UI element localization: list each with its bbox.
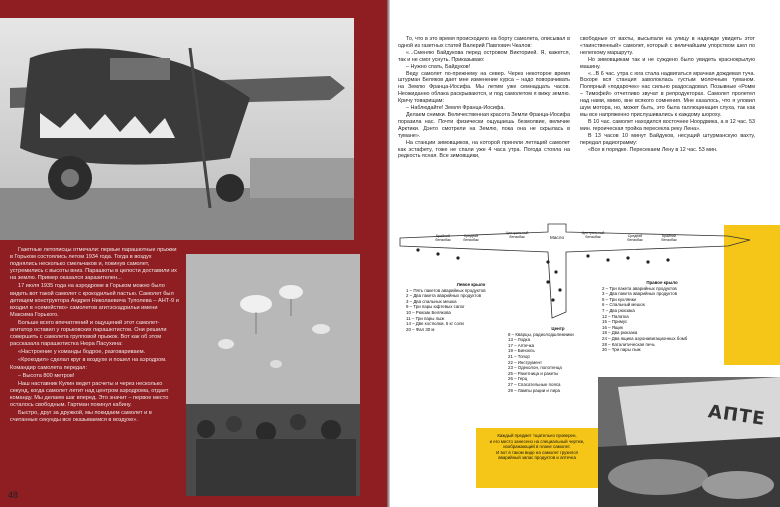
wing-label: Центральный бензобак <box>581 231 605 239</box>
legend-item: 3 – Два пакета аварийных продуктов <box>602 291 678 297</box>
paragraph: Веду самолет по-прежнему на север. Через некоторое время штурман Беляков дает мне изменение курса – надо поворачивать на Землю Франца-Иосифа. Мы летим уже семнадцать часов. Неожиданно облака раскрываются, и под самолетом я вижу землю. Кричу товарищам: <box>398 70 570 105</box>
aircraft-photo <box>0 18 354 240</box>
legend-item: 11 – Три пары лыж <box>406 315 445 321</box>
left-article-text <box>10 247 180 491</box>
photo-caption <box>480 433 594 461</box>
paragraph: – Нужно спать, Байдуков! <box>406 63 471 70</box>
legend-item: 20 – Фал 30 м <box>406 326 435 332</box>
wing-label: Крайний бензобак <box>435 234 451 242</box>
legend-title: Центр <box>551 326 565 331</box>
wing-label: Центральный бензобак <box>505 231 529 239</box>
legend-item: 15 – Примус <box>602 319 628 325</box>
legend-item: 23 – Одеколон, полотенца <box>508 365 562 371</box>
legend-title: Правое крыло <box>646 280 678 285</box>
wing-label: Средний бензобак <box>463 234 479 242</box>
wing-label: Масло <box>549 235 565 240</box>
legend-item: 3 – Два спальных мешка <box>406 298 457 304</box>
paragraph: «...Сменяю Байдукова перед островом Викторией. Я, кажется, так и не смог уснуть. Приказываю: <box>398 49 570 63</box>
paragraph: Быстро, друг за дружкой, мы покидаем самолет и в считанные секунды все оказываемся в воздухе». <box>10 410 152 424</box>
legend-item: 30 – Три пары лыж <box>602 347 641 353</box>
parachute-crowd-photo <box>186 254 360 496</box>
caption-line: аварийный запас продуктов и аптечка <box>498 455 576 461</box>
paragraph: «Крокодил» сделал круг в воздухе и пошел на аэродром. Командир самолета передал: <box>10 357 167 371</box>
legend-item: 10 – Рюкзак Белякова <box>406 309 451 315</box>
caption-line: изображающий в плане самолет. <box>503 444 571 450</box>
caption-line: и его место занесено на специальный чертеж, <box>489 438 585 444</box>
legend-item: 21 – Топор <box>508 353 530 359</box>
paragraph: Но зимовщикам так и не суждено было увидеть краснокрылую машину. <box>580 56 755 70</box>
legend-item: 26 – Герц <box>508 376 528 382</box>
right-article-col2 <box>580 36 755 224</box>
legend-item: 16 – Ящик <box>602 324 623 330</box>
legend-item: 1 – Пять пакетов аварийных продуктов <box>406 287 486 293</box>
paragraph: Газетные летописцы отмечали: первые парашютные прыжки в Горьком состоялись летом 1934 года. Тогда в воздух поднялись несколько смельчаков и, покинув самолет, устремились с высоты вниз. Парашюты в целости доставили их на землю. Пример оказался заразителен... <box>10 247 177 282</box>
paragraph: «...В 6 час. утра с юга стала надвигаться мрачная дождевая туча. Вскоре вся станция заволоклась густым молочным туманом. Полярный «подарочек» нас сильно раздосадовал. Позывные «Ромм – Тимофей» отчетливо звучат в репродукторах. Самолет пролетел над нами, мимо, вне всякого сомнения. Мне казалось, что я уловил шум мотора, но, может быть, это была галлюцинация слуха, так как мы все напряженно прислушивались к каждому шороху. <box>580 70 755 118</box>
paragraph: Делаем снимки. Величественная красота Земли Франца-Иосифа поразила нас. Почти физически ощущаешь безмолвие, величие Арктики. Дэнто смотрели на Землю, пока она не скрылась в тумане». <box>398 111 570 139</box>
legend-title: Левое крыло <box>456 282 486 287</box>
legend-item: 22 – Инструмент <box>508 359 542 365</box>
wing-label: Средний бензобак <box>627 234 643 242</box>
paragraph: – Высота 800 метров! <box>18 372 75 379</box>
legend-item: 28 – Каталитическая печь <box>602 341 655 347</box>
page-number: 48 <box>8 490 19 500</box>
legend-item: 25 – Ракетница и ракеты <box>508 370 559 376</box>
supplies-photo <box>598 377 780 507</box>
legend-item: 2 – Два пакета аварийных продуктов <box>406 293 482 299</box>
right-article-col1 <box>398 36 570 224</box>
legend-center <box>508 326 608 393</box>
page-spine <box>386 0 390 507</box>
paragraph: На станции зимовщиков, на которой приняли летящий самолет как эстафету, тоже не спали уже 4 часа утра. Погода стояла на редкость ясная. Все зимовщики, <box>398 139 570 160</box>
legend-item: 6 – Спальный мешок <box>602 302 645 308</box>
paragraph: Наш наставник Кулин ведет расчеты и через несколько секунд, когда самолет летит над центром аэродрома, отдает команду. Мы делаем шаг вперед. Это значит – первое место осталось свободным. Гартман покинул кабину. <box>10 380 169 408</box>
crate-label: АПТЕ <box>706 401 767 430</box>
legend-right-wing <box>602 280 722 353</box>
legend-item: 2 – Три пакета аварийных продуктов <box>602 285 677 291</box>
caption-line: И вот в таком виде на самолет грузился <box>496 449 578 455</box>
legend-item: 29 – Лампы рации и лира <box>508 387 560 393</box>
wing-label: Крайний бензобак <box>661 234 677 242</box>
legend-item: 12 – Палатка <box>602 313 629 319</box>
paragraph: «Настроение у команды бодрое, разговариваем. <box>18 349 146 356</box>
legend-item: 13 – Лодка <box>508 337 531 343</box>
legend-item: 19 – Бинокль <box>508 348 535 354</box>
paragraph: В 10 час. самолет находился восточнее Ноордвика, а в 12 час. 53 мин. героическая тройка пересекла реку Лена». <box>580 118 755 132</box>
legend-item: 8 – Кварцы, радиолодшлемники <box>508 331 574 337</box>
paragraph: Больше всего впечатлений и ощущений этот самолет-агитатор оставил у горьковских парашютистов. Они решили совершить с самолета групповой прыжок. Вот как об этом рассказала парашютистка Нюра Пасухина: <box>10 319 167 348</box>
legend-item: 24 – Два ящика аэронавигационных бомб <box>602 335 688 341</box>
legend-item: 17 – Аптечка <box>508 342 535 348</box>
paragraph: В 13 часов 10 минут Байдуков, несущий штурманскую вахту, передал радиограмму: <box>580 132 755 146</box>
legend-item: 27 – Спасательные пояса <box>508 381 561 387</box>
caption-line: Каждый предмет тщательно проверен, <box>497 433 577 438</box>
legend-item: 9 – Три пары юфтевых сапог <box>406 304 465 310</box>
legend-item: 7 – Два рюкзака <box>602 307 635 313</box>
paragraph: – Наблюдайте! Земля Франца-Иосифа. <box>406 105 505 112</box>
paragraph: свободные от вахты, высыпали на улицу в надежде увидеть этот «таинственный» самолет, который с величайшим упорством шел по нелегкому маршруту. <box>580 36 755 56</box>
paragraph: То, что в это время происходило на борту самолета, описывал в одной из газетных статей Валерий Павлович Чкалов: <box>398 36 570 49</box>
legend-item: 14 – Две костюлки, 5 кг соли <box>406 321 464 327</box>
legend-item: 5 – Три кухлянки <box>602 296 636 302</box>
legend-item: 18 – Два рюкзака <box>602 330 638 336</box>
legend-left-wing <box>406 282 536 332</box>
paragraph: 17 июля 1935 года на аэродроме в Горьком можно было видеть вот такой самолет с крокодильей пастью. Самолет был детищем конструктора Андрея Николаевича Туполева – АНТ-9 и входил в «семейство» самолетов агитэскадрильи имени Максима Горького. <box>10 283 179 318</box>
paragraph: «Все в порядке. Пересекаем Лену в 12 час. 53 мин. <box>588 146 718 153</box>
